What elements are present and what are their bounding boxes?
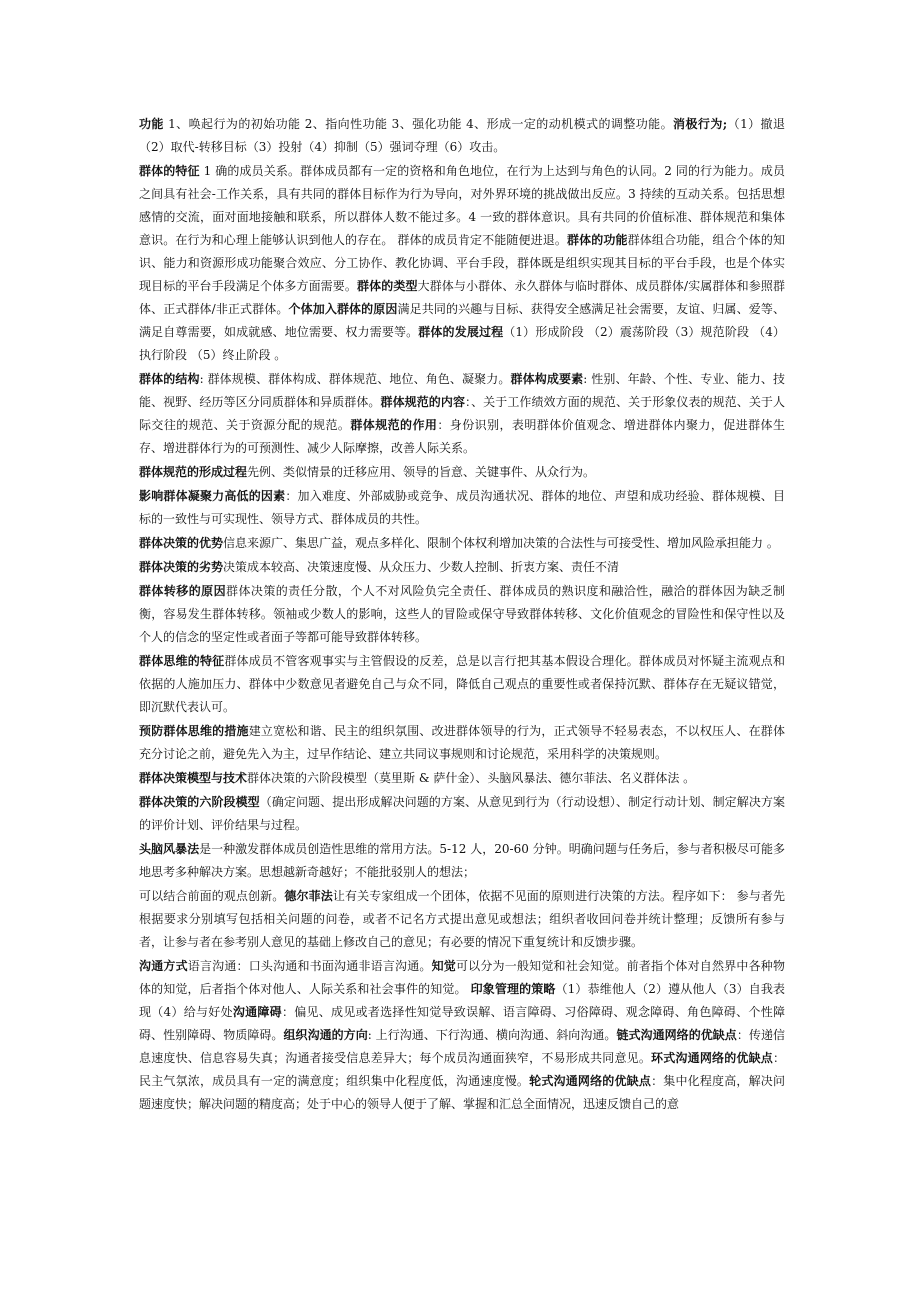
body-text: 语言沟通：口头沟通和书面沟通非语言沟通。 (187, 959, 432, 973)
paragraph (139, 485, 785, 531)
paragraph (139, 368, 785, 460)
term-heading: 群体决策模型与技术 (139, 771, 248, 785)
term-heading: 印象管理的策略 (470, 982, 556, 996)
term-heading: 个体加入群体的原因 (288, 302, 398, 316)
term-heading: 链式沟通网络的优缺点 (616, 1028, 737, 1042)
term-heading: 群体思维的特征 (139, 654, 225, 668)
body-text: （1）形成阶段 （2）震荡阶段（3）规范阶段 （4）执行阶段 （5）终止阶段 。 (139, 325, 785, 362)
body-text: 1 确的成员关系。群体成员都有一定的资格和角色地位，在行为上达到与角色的认同。2 同的行为能力。成员之间具有社会-工作关系，具有共同的群体目标作为行为导向，对外界环境的挑战做出反应。3 持续的互动关系。包括思想感情的交流，面对面地接触和联系，所以群体人数不能过多。4 一致的群体意识。具有共同的价值标准、群体规范和集体意识。在行为和心理上能够认识到他人的存在。 群体的成员肯定不能随便进退。 (139, 164, 785, 247)
body-text: （1）撤退（2）取代-转移目标（3）投射（4）抑制（5）强词夺理（6）攻击。 (139, 117, 785, 154)
paragraph (139, 532, 785, 555)
body-text: （确定问题、提出形成解决问题的方案、从意见到行为（行动设想）、制定行动计划、制定解决方案的评价计划、评价结果与过程。 (139, 795, 785, 832)
body-text: : 群体规模、群体构成、群体规范、地位、角色、凝聚力。 (199, 372, 511, 386)
term-heading: 知觉 (431, 959, 456, 973)
term-heading: 群体的类型 (357, 279, 418, 293)
term-heading: 群体规范的内容 (380, 395, 466, 409)
term-heading: 功能 (139, 117, 164, 131)
paragraph (139, 955, 785, 1116)
term-heading: 沟通障碍 (232, 1005, 282, 1019)
term-heading: 预防群体思维的措施 (139, 724, 249, 738)
body-text: 先例、类似情景的迁移应用、领导的旨意、关键事件、从众行为。 (247, 465, 596, 479)
paragraph (139, 720, 785, 766)
body-text: （1）恭维他人（2）遵从他人（3）自我表现（4）给与好处 (139, 982, 785, 1019)
body-text: ：民主气氛浓，成员具有一定的满意度；组织集中化程度低，沟通速度慢。 (139, 1051, 785, 1088)
body-text: 让有关专家组成一个团体，依据不见面的原则进行决策的方法。程序如下： 参与者先根据要求分别填写包括相关问题的问卷，或者不记名方式提出意见或想法；组织者收回问卷并统计整理；反馈所有参与者，让参与者在参考别人意见的基础上修改自己的意见；有必要的情况下重复统计和反馈步骤。 (139, 889, 785, 949)
body-text: : 性别、年龄、个性、专业、能力、技能、视野、经历等区分同质群体和异质群体。 (139, 372, 785, 409)
term-heading: 群体转移的原因 (139, 584, 227, 598)
body-text: 1、唤起行为的初始功能 2、指向性功能 3、强化功能 4、形成一定的动机模式的调整功能。 (163, 117, 674, 131)
body-text: 群体成员不管客观事实与主管假设的反差，总是以言行把其基本假设合理化。群体成员对怀疑主流观点和依据的人施加压力、群体中少数意见者避免自己与众不同，降低自己观点的重要性或者保持沉默、群体存在无疑议错觉，即沉默代表认可。 (139, 654, 785, 714)
paragraph (139, 113, 785, 159)
term-heading: 组织沟通的方向 (283, 1028, 368, 1042)
document-body (139, 113, 785, 1116)
term-heading: 群体规范的作用 (350, 418, 438, 432)
term-heading: 轮式沟通网络的优缺点 (529, 1074, 652, 1088)
body-text: 可以分为一般知觉和社会知觉。前者指个体对自然界中各种物体的知觉，后者指个体对他人、人际关系和社会事件的知觉。 (139, 959, 785, 996)
paragraph (139, 461, 785, 484)
paragraph (139, 556, 785, 579)
term-heading: 德尔菲法 (284, 889, 333, 903)
term-heading: 群体决策的优势 (139, 536, 224, 550)
body-text: 大群体与小群体、永久群体与临时群体、成员群体/实属群体和参照群体、正式群体/非正式群体。 (139, 279, 785, 316)
body-text: 建立宽松和谐、民主的组织氛围、改进群体领导的行为，正式领导不轻易表态，不以权压人、在群体充分讨论之前，避免先入为主，过早作结论、建立共同议事规则和讨论规范，采用科学的决策规则。 (139, 724, 785, 761)
body-text: ：、关于工作绩效方面的规范、关于形象仪表的规范、关于人际交往的规范、关于资源分配的规范。 (139, 395, 785, 432)
body-text: 群体组合功能，组合个体的知识、能力和资源形成功能聚合效应、分工协作、教化协调、平台手段，群体既是组织实现其目标的平台手段，也是个体实现目标的平台手段满足个体多方面需要。 (139, 233, 785, 293)
paragraph (139, 650, 785, 719)
term-heading: 群体决策的劣势 (139, 560, 224, 574)
term-heading: 环式沟通网络的优缺点 (651, 1051, 773, 1065)
body-text: ：偏见、成见或者选择性知觉导致误解、语言障碍、习俗障碍、观念障碍、角色障碍、个性障碍、性别障碍、物质障碍。 (139, 1005, 785, 1042)
body-text: ：集中化程度高，解决问题速度快；解决问题的精度高；处于中心的领导人便于了解、掌握和汇总全面情况，迅速反馈自己的意 (139, 1074, 785, 1111)
paragraph (139, 160, 785, 367)
term-heading: 群体决策的六阶段模型 (139, 795, 260, 809)
body-text: 群体决策的责任分散，个人不对风险负完全责任、群体成员的熟识度和融洽性，融洽的群体因为缺乏制衡，容易发生群体转移。领袖或少数人的影响，这些人的冒险或保守导致群体转移、文化价值观念的冒险性和保守性以及个人的信念的坚定性或者面子等都可能导致群体转移。 (139, 584, 785, 644)
body-text: ：加入难度、外部威胁或竞争、成员沟通状况、群体的地位、声望和成功经验、群体规模、目标的一致性与可实现性、领导方式、群体成员的共性。 (139, 489, 785, 526)
paragraph (139, 791, 785, 837)
body-text: 决策成本较高、决策速度慢、从众压力、少数人控制、折衷方案、责任不清 (223, 560, 620, 574)
body-text: : 上行沟通、下行沟通、横向沟通、斜向沟通。 (367, 1028, 617, 1042)
term-heading: 群体的特征 (139, 164, 200, 178)
body-text: 信息来源广、集思广益，观点多样化、限制个体权利增加决策的合法性与可接受性、增加风险承担能力 。 (223, 536, 779, 550)
term-heading: 群体的功能 (567, 233, 628, 247)
paragraph (139, 838, 785, 884)
term-heading: 沟通方式 (139, 959, 188, 973)
term-heading: 头脑风暴法 (139, 842, 200, 856)
body-text: 可以结合前面的观点创新。 (139, 889, 285, 903)
body-text: 是一种激发群体成员创造性思维的常用方法。5-12 人，20-60 分钟。明确问题与任务后，参与者积极尽可能多地思考多种解决方案。思想越新奇越好；不能批驳别人的想法； (139, 842, 785, 879)
term-heading: 群体规范的形成过程 (139, 465, 248, 479)
paragraph (139, 767, 785, 790)
body-text: ：传递信息速度快、信息容易失真；沟通者接受信息差异大；每个成员沟通面狭窄，不易形成共同意见。 (139, 1028, 785, 1065)
paragraph (139, 580, 785, 649)
term-heading: 影响群体凝聚力高低的因素 (139, 489, 286, 503)
body-text: 满足共同的兴趣与目标、获得安全感满足社会需要，友谊、归属、爱等、满足自尊需要，如成就感、地位需要、权力需要等。 (139, 302, 785, 339)
paragraph (139, 885, 785, 954)
term-heading: 群体的结构 (139, 372, 200, 386)
body-text: 群体决策的六阶段模型（莫里斯 & 萨什金）、头脑风暴法、德尔菲法、名义群体法 。 (247, 771, 696, 785)
term-heading: 群体的发展过程 (418, 325, 504, 339)
term-heading: 消极行为; (673, 117, 728, 131)
term-heading: 群体构成要素 (510, 372, 584, 386)
body-text: ：身份识别，表明群体价值观念、增进群体内聚力，促进群体生存、增进群体行为的可预测性、减少人际摩擦，改善人际关系。 (139, 418, 785, 455)
